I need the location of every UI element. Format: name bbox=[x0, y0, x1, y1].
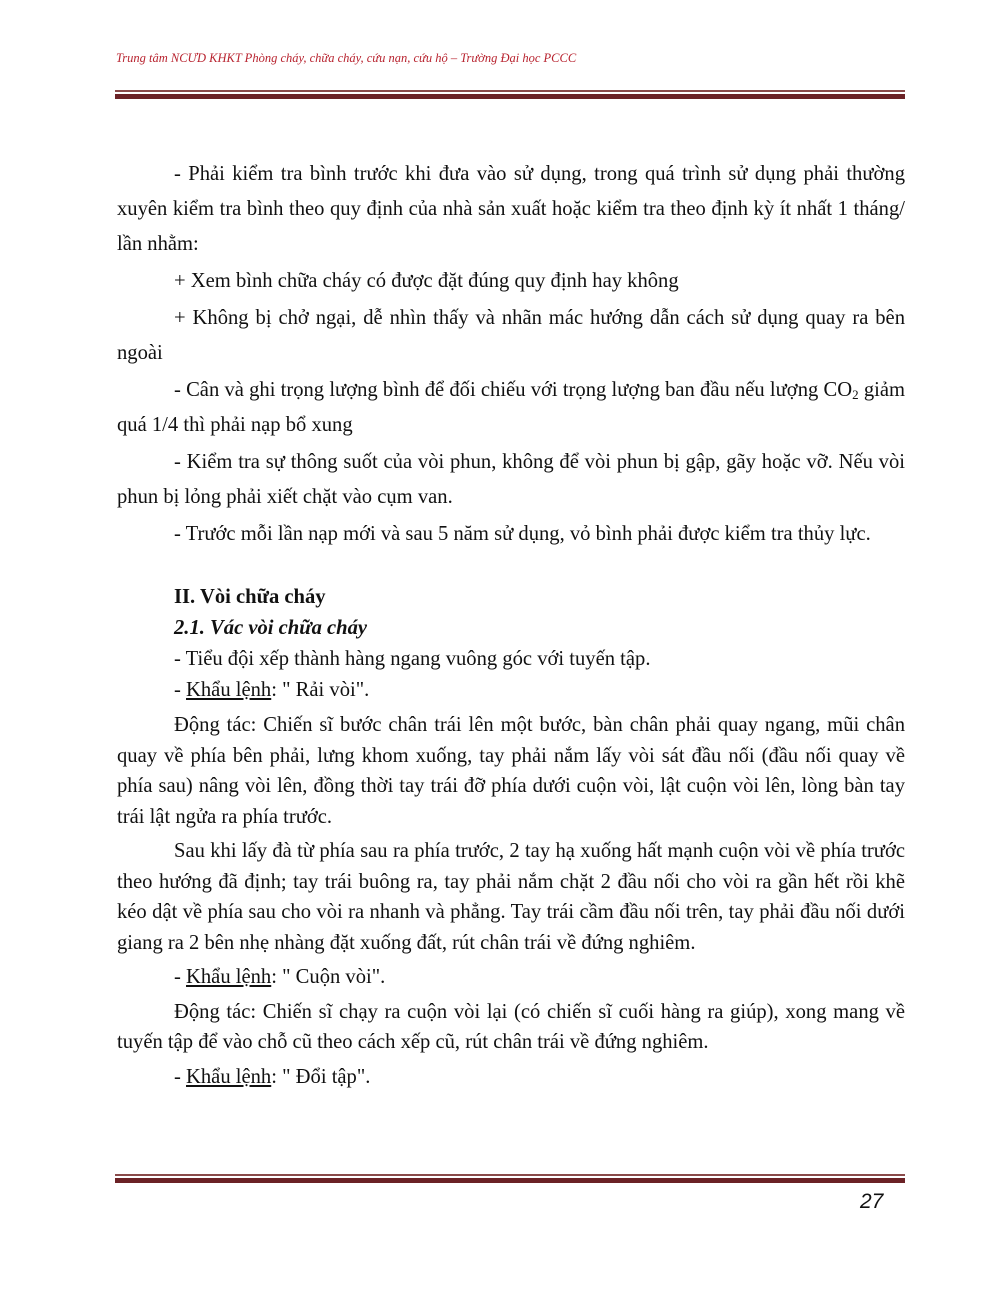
paragraph-hydro-test: - Trước mỗi lần nạp mới và sau 5 năm sử dụng, vỏ bình phải được kiểm tra thủy lực. bbox=[174, 523, 871, 545]
weight-text-before: - Cân và ghi trọng lượng bình để đối chiếu với trọng lượng ban đầu nếu lượng CO bbox=[174, 379, 853, 401]
footer-rule bbox=[115, 1174, 905, 1183]
paragraph-nozzle: - Kiểm tra sự thông suốt của vòi phun, không để vòi phun bị gập, gãy hoặc vỡ. Nếu vòi phun bị lỏng phải xiết chặt vào cụm van. bbox=[117, 451, 905, 508]
page-number: 27 bbox=[860, 1190, 884, 1213]
paragraph-weight bbox=[117, 373, 905, 443]
co2-subscript: 2 bbox=[852, 387, 859, 402]
command-switch-text: : " Đổi tập". bbox=[271, 1065, 371, 1088]
header-rule-thick bbox=[115, 94, 905, 99]
command-roll-text: : " Cuộn vòi". bbox=[271, 966, 386, 988]
weight-text-after: giảm quá 1/4 thì phải nạp bổ xung bbox=[117, 379, 905, 436]
command-dash: - bbox=[174, 679, 187, 701]
command-dash: - bbox=[174, 1065, 187, 1088]
header-rule bbox=[115, 90, 905, 99]
paragraph-formation: - Tiểu đội xếp thành hàng ngang vuông góc với tuyến tập. bbox=[174, 648, 651, 670]
command-roll bbox=[117, 962, 905, 993]
subsection-heading: 2.1. Vác vòi chữa cháy bbox=[174, 617, 368, 639]
section-heading: II. Vòi chữa cháy bbox=[174, 586, 326, 608]
paragraph-action-3: Động tác: Chiến sĩ chạy ra cuộn vòi lại (có chiến sĩ cuối hàng ra giúp), xong mang về tuyến tập để vào chỗ cũ theo cách xếp cũ, rút chân trái về đứng nghiêm. bbox=[117, 1000, 905, 1053]
paragraph-action-2: Sau khi lấy đà từ phía sau ra phía trước, 2 tay hạ xuống hất mạnh cuộn vòi về phía trước theo hướng đã định; tay trái buông ra, tay phải nắm chặt 2 đầu nối cho vòi ra gần hết rồi khẽ kéo dật về phía sau cho vòi ra nhanh và phẳng. Tay trái cầm đầu nối trên, tay phải đầu nối dưới giang ra 2 bên nhẹ nhàng đặt xuống đất, rút chân trái về đứng nghiêm. bbox=[117, 840, 905, 954]
body-block-3 bbox=[117, 710, 905, 1092]
body-block-2 bbox=[117, 582, 905, 706]
paragraph-inspection: - Phải kiểm tra bình trước khi đưa vào sử dụng, trong quá trình sử dụng phải thường xuyên kiểm tra bình theo quy định của nhà sản xuất hoặc kiểm tra theo định kỳ ít nhất 1 tháng/ lần nhằm: bbox=[117, 163, 905, 255]
command-label: Khẩu lệnh bbox=[186, 679, 272, 701]
paragraph-visibility: + Không bị chở ngại, dễ nhìn thấy và nhãn mác hướng dẫn cách sử dụng quay ra bên ngoài bbox=[117, 307, 905, 364]
paragraph-placement: + Xem bình chữa cháy có được đặt đúng quy định hay không bbox=[174, 270, 679, 292]
paragraph-action-1: Động tác: Chiến sĩ bước chân trái lên một bước, bàn chân phải quay ngang, mũi chân quay về phía bên phải, lưng khom xuống, tay phải nắm lấy vòi sát đầu nối (đầu nối quay về phía sau) nâng vòi lên, đồng thời tay trái đỡ phía dưới cuộn vòi, lật cuộn vòi lên, lòng bàn tay trái lật ngửa ra phía trước. bbox=[117, 714, 905, 828]
command-deploy-text: : " Rải vòi". bbox=[271, 679, 370, 701]
running-header: Trung tâm NCƯD KHKT Phòng cháy, chữa cháy, cứu nạn, cứu hộ – Trường Đại học PCCC bbox=[116, 51, 577, 65]
footer-rule-thick bbox=[115, 1178, 905, 1183]
command-label: Khẩu lệnh bbox=[186, 1065, 272, 1088]
command-label: Khẩu lệnh bbox=[186, 966, 272, 988]
command-dash: - bbox=[174, 966, 187, 988]
command-deploy bbox=[117, 675, 905, 706]
command-switch bbox=[117, 1062, 905, 1093]
body-block-1 bbox=[117, 157, 905, 552]
